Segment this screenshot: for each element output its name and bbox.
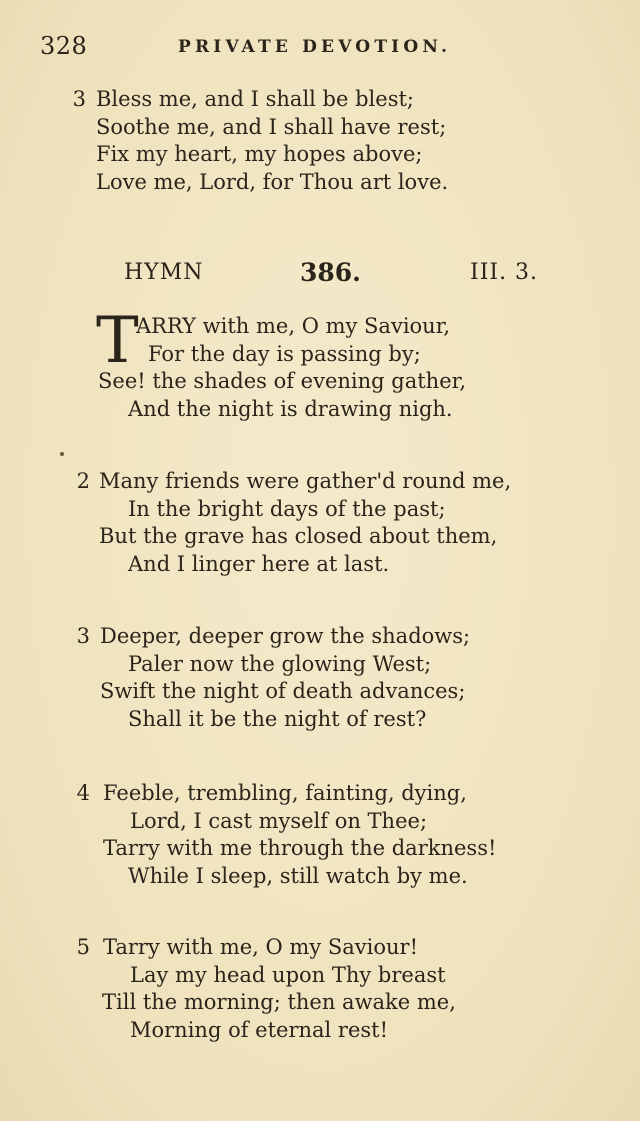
stanza-number: 5 [76, 935, 90, 959]
stanza-line-text: Bless me, and I shall be blest; [96, 87, 414, 111]
stanza-line-text: Tarry with me through the darkness! [103, 836, 497, 860]
stanza-number: 2 [76, 469, 90, 493]
stanza-line-text: And the night is drawing nigh. [128, 396, 453, 421]
stanza-line-text: Lay my head upon Thy breast [130, 962, 446, 987]
stanza-line-text: Morning of eternal rest! [130, 1017, 389, 1042]
stanza-line-text: ARRY with me, O my Saviour, [136, 314, 451, 338]
stanza-line-text: But the grave has closed about them, [99, 524, 498, 548]
stanza-line-text: Many friends were gather'd round me, [99, 469, 512, 493]
stanza-line-text: For the day is passing by; [148, 341, 421, 366]
stanza-line-text: Paler now the glowing West; [128, 651, 432, 676]
stanza-line-text: Shall it be the night of rest? [128, 706, 427, 731]
stanza-line-text: Till the morning; then awake me, [102, 990, 456, 1014]
stanza-number: 4 [76, 781, 90, 805]
page-number: 328 [40, 32, 88, 60]
hymn-label: HYMN [124, 260, 204, 285]
stanza-line-text: While I sleep, still watch by me. [128, 863, 468, 888]
stanza-line-text: In the bright days of the past; [128, 496, 446, 521]
stanza-number: 3 [76, 624, 90, 648]
drop-cap: T [96, 304, 139, 378]
stanza-line-text: Love me, Lord, for Thou art love. [96, 169, 449, 194]
stanza-line-text: Tarry with me, O my Saviour! [103, 935, 419, 959]
stanza-line-text: Soothe me, and I shall have rest; [96, 114, 447, 139]
stanza-line-text: Fix my heart, my hopes above; [96, 142, 423, 166]
stanza-number: 3 [72, 87, 86, 111]
stanza-line-text: Feeble, trembling, fainting, dying, [103, 781, 467, 805]
running-head [40, 32, 600, 62]
stanza-line-text: Lord, I cast myself on Thee; [130, 808, 428, 833]
hymn-meter: III. 3. [470, 260, 539, 285]
stanza-line-text: And I linger here at last. [128, 551, 390, 576]
stanza-line-text: Swift the night of death advances; [100, 679, 466, 703]
running-title: PRIVATE DEVOTION. [178, 37, 452, 57]
stanza-line-text: See! the shades of evening gather, [98, 369, 467, 393]
hymn-number: 386. [300, 258, 361, 287]
hymn-header [124, 258, 544, 288]
stanza-line-text: Deeper, deeper grow the shadows; [100, 624, 471, 648]
ink-speck [60, 452, 64, 456]
